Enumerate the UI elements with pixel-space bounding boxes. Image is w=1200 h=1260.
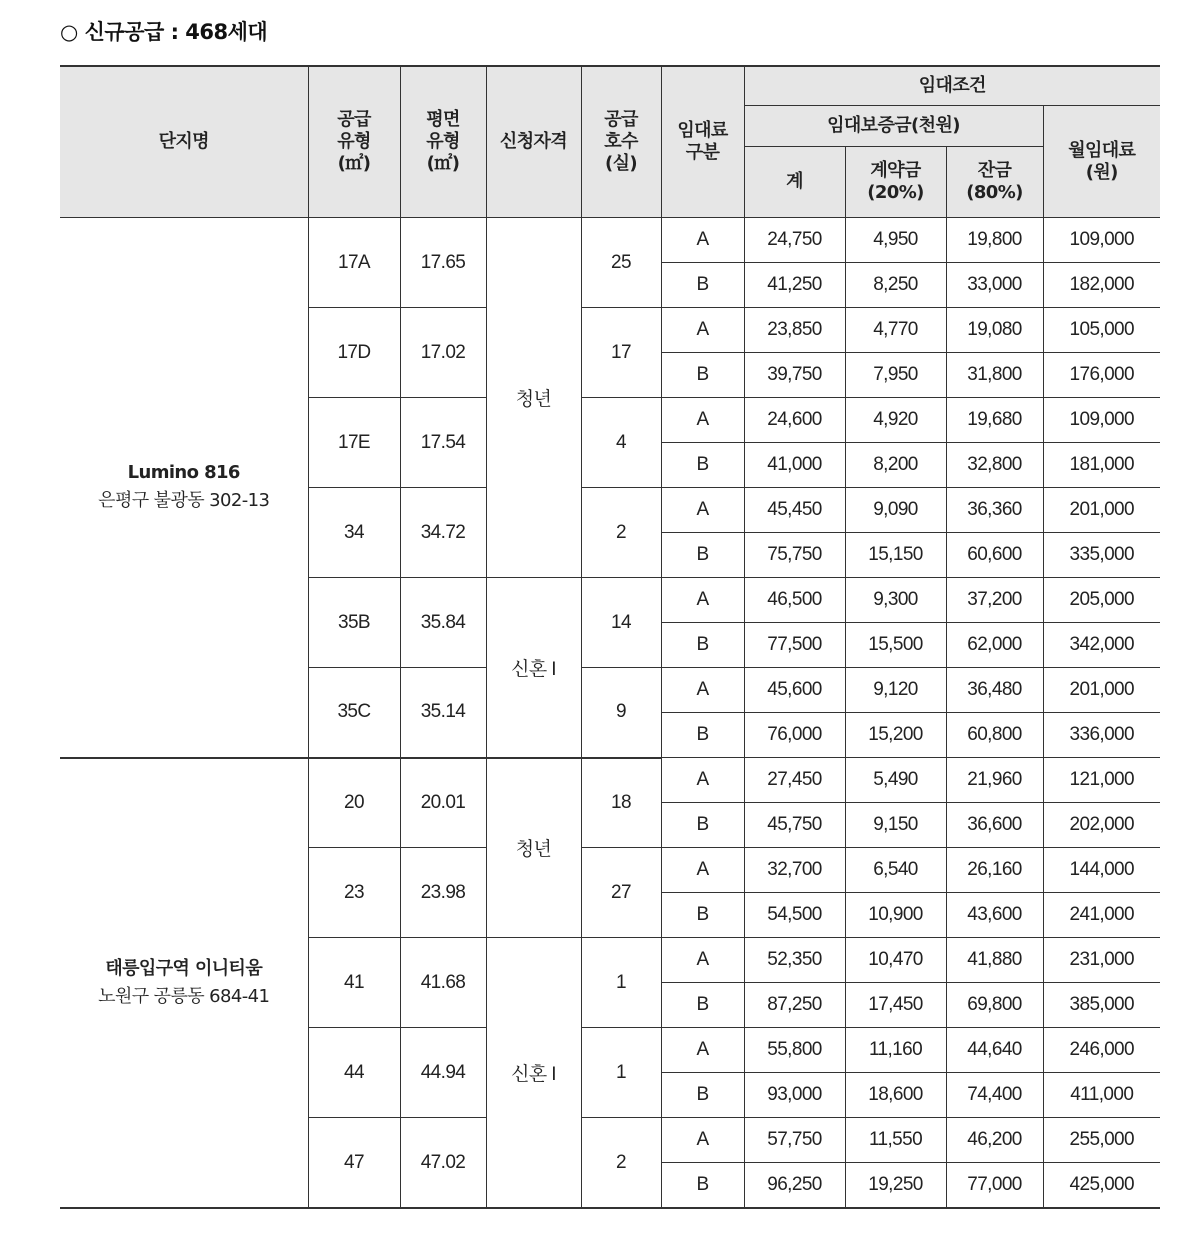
plan-type-cell: 34.72 xyxy=(400,488,486,578)
deposit-contract-cell: 18,600 xyxy=(845,1073,946,1118)
rent-class-cell: A xyxy=(661,218,744,263)
monthly-rent-cell: 182,000 xyxy=(1043,263,1160,308)
monthly-rent-cell: 105,000 xyxy=(1043,308,1160,353)
header-rent-conditions: 임대조건 xyxy=(744,66,1160,106)
deposit-contract-cell: 7,950 xyxy=(845,353,946,398)
supply-type-cell: 35B xyxy=(308,578,400,668)
deposit-balance-cell: 41,880 xyxy=(946,938,1043,983)
complex-address: 은평구 불광동 302-13 xyxy=(98,490,270,512)
supply-type-cell: 47 xyxy=(308,1118,400,1209)
monthly-rent-cell: 201,000 xyxy=(1043,668,1160,713)
deposit-contract-cell: 10,900 xyxy=(845,893,946,938)
deposit-balance-cell: 37,200 xyxy=(946,578,1043,623)
deposit-balance-cell: 36,360 xyxy=(946,488,1043,533)
deposit-contract-cell: 15,150 xyxy=(845,533,946,578)
units-cell: 18 xyxy=(581,758,661,848)
deposit-balance-cell: 26,160 xyxy=(946,848,1043,893)
eligibility-cell: 신혼 I xyxy=(486,938,581,1209)
supply-type-cell: 44 xyxy=(308,1028,400,1118)
deposit-contract-cell: 10,470 xyxy=(845,938,946,983)
monthly-rent-cell: 255,000 xyxy=(1043,1118,1160,1163)
eligibility-cell: 신혼 I xyxy=(486,578,581,758)
deposit-balance-cell: 77,000 xyxy=(946,1163,1043,1209)
deposit-contract-cell: 4,920 xyxy=(845,398,946,443)
deposit-balance-cell: 19,680 xyxy=(946,398,1043,443)
plan-type-cell: 23.98 xyxy=(400,848,486,938)
deposit-contract-cell: 4,950 xyxy=(845,218,946,263)
plan-type-cell: 17.54 xyxy=(400,398,486,488)
monthly-rent-cell: 205,000 xyxy=(1043,578,1160,623)
deposit-total-cell: 32,700 xyxy=(744,848,845,893)
supply-type-cell: 17D xyxy=(308,308,400,398)
deposit-contract-cell: 15,200 xyxy=(845,713,946,758)
rent-class-cell: B xyxy=(661,623,744,668)
deposit-contract-cell: 17,450 xyxy=(845,983,946,1028)
supply-type-cell: 17E xyxy=(308,398,400,488)
deposit-balance-cell: 62,000 xyxy=(946,623,1043,668)
monthly-rent-cell: 336,000 xyxy=(1043,713,1160,758)
header-units: 공급 호수 (실) xyxy=(581,66,661,218)
deposit-contract-cell: 8,200 xyxy=(845,443,946,488)
rent-class-cell: A xyxy=(661,578,744,623)
rent-class-cell: A xyxy=(661,758,744,803)
rent-class-cell: B xyxy=(661,893,744,938)
supply-table xyxy=(60,65,1160,1209)
units-cell: 14 xyxy=(581,578,661,668)
monthly-rent-cell: 202,000 xyxy=(1043,803,1160,848)
plan-type-cell: 47.02 xyxy=(400,1118,486,1209)
deposit-balance-cell: 46,200 xyxy=(946,1118,1043,1163)
monthly-rent-cell: 231,000 xyxy=(1043,938,1160,983)
deposit-total-cell: 41,250 xyxy=(744,263,845,308)
plan-type-cell: 20.01 xyxy=(400,758,486,848)
deposit-contract-cell: 6,540 xyxy=(845,848,946,893)
supply-type-cell: 41 xyxy=(308,938,400,1028)
deposit-contract-cell: 8,250 xyxy=(845,263,946,308)
supply-type-cell: 35C xyxy=(308,668,400,758)
deposit-total-cell: 54,500 xyxy=(744,893,845,938)
deposit-total-cell: 76,000 xyxy=(744,713,845,758)
rent-class-cell: B xyxy=(661,713,744,758)
supply-type-cell: 17A xyxy=(308,218,400,308)
units-cell: 25 xyxy=(581,218,661,308)
deposit-total-cell: 24,750 xyxy=(744,218,845,263)
units-cell: 1 xyxy=(581,1028,661,1118)
complex-name: 태릉입구역 이니티움 xyxy=(105,957,263,979)
units-cell: 17 xyxy=(581,308,661,398)
header-plan-type: 평면 유형 (㎡) xyxy=(400,66,486,218)
monthly-rent-cell: 425,000 xyxy=(1043,1163,1160,1209)
deposit-contract-cell: 5,490 xyxy=(845,758,946,803)
monthly-rent-cell: 241,000 xyxy=(1043,893,1160,938)
rent-class-cell: A xyxy=(661,668,744,713)
deposit-balance-cell: 43,600 xyxy=(946,893,1043,938)
monthly-rent-cell: 181,000 xyxy=(1043,443,1160,488)
eligibility-cell: 청년 xyxy=(486,218,581,578)
deposit-total-cell: 93,000 xyxy=(744,1073,845,1118)
table-header xyxy=(60,66,1160,218)
rent-class-cell: A xyxy=(661,308,744,353)
plan-type-cell: 44.94 xyxy=(400,1028,486,1118)
deposit-contract-cell: 11,160 xyxy=(845,1028,946,1073)
units-cell: 2 xyxy=(581,1118,661,1209)
units-cell: 27 xyxy=(581,848,661,938)
deposit-total-cell: 24,600 xyxy=(744,398,845,443)
deposit-balance-cell: 33,000 xyxy=(946,263,1043,308)
monthly-rent-cell: 109,000 xyxy=(1043,218,1160,263)
deposit-contract-cell: 9,300 xyxy=(845,578,946,623)
monthly-rent-cell: 121,000 xyxy=(1043,758,1160,803)
units-cell: 4 xyxy=(581,398,661,488)
rent-class-cell: B xyxy=(661,533,744,578)
rent-class-cell: A xyxy=(661,938,744,983)
deposit-total-cell: 41,000 xyxy=(744,443,845,488)
supply-type-cell: 23 xyxy=(308,848,400,938)
plan-type-cell: 35.84 xyxy=(400,578,486,668)
rent-class-cell: B xyxy=(661,983,744,1028)
deposit-total-cell: 55,800 xyxy=(744,1028,845,1073)
deposit-contract-cell: 9,090 xyxy=(845,488,946,533)
monthly-rent-cell: 411,000 xyxy=(1043,1073,1160,1118)
table-row xyxy=(60,758,1160,803)
monthly-rent-cell: 342,000 xyxy=(1043,623,1160,668)
rent-class-cell: A xyxy=(661,488,744,533)
complex-cell xyxy=(60,218,308,758)
deposit-balance-cell: 31,800 xyxy=(946,353,1043,398)
deposit-balance-cell: 19,080 xyxy=(946,308,1043,353)
header-rent-class: 임대료 구분 xyxy=(661,66,744,218)
deposit-balance-cell: 32,800 xyxy=(946,443,1043,488)
header-deposit-contract: 계약금 (20%) xyxy=(845,147,946,218)
deposit-total-cell: 45,750 xyxy=(744,803,845,848)
rent-class-cell: A xyxy=(661,1028,744,1073)
deposit-contract-cell: 15,500 xyxy=(845,623,946,668)
rent-class-cell: B xyxy=(661,353,744,398)
complex-cell xyxy=(60,758,308,1209)
units-cell: 9 xyxy=(581,668,661,758)
plan-type-cell: 35.14 xyxy=(400,668,486,758)
units-cell: 1 xyxy=(581,938,661,1028)
monthly-rent-cell: 109,000 xyxy=(1043,398,1160,443)
deposit-balance-cell: 60,600 xyxy=(946,533,1043,578)
monthly-rent-cell: 335,000 xyxy=(1043,533,1160,578)
deposit-contract-cell: 11,550 xyxy=(845,1118,946,1163)
deposit-balance-cell: 69,800 xyxy=(946,983,1043,1028)
header-deposit-group: 임대보증금(천원) xyxy=(744,106,1043,147)
rent-class-cell: B xyxy=(661,1073,744,1118)
rent-class-cell: A xyxy=(661,398,744,443)
rent-class-cell: B xyxy=(661,1163,744,1209)
supply-type-cell: 20 xyxy=(308,758,400,848)
plan-type-cell: 41.68 xyxy=(400,938,486,1028)
complex-name: Lumino 816 xyxy=(127,462,240,484)
deposit-balance-cell: 36,480 xyxy=(946,668,1043,713)
table-row xyxy=(60,218,1160,263)
deposit-total-cell: 87,250 xyxy=(744,983,845,1028)
deposit-total-cell: 39,750 xyxy=(744,353,845,398)
monthly-rent-cell: 385,000 xyxy=(1043,983,1160,1028)
deposit-balance-cell: 21,960 xyxy=(946,758,1043,803)
deposit-balance-cell: 19,800 xyxy=(946,218,1043,263)
table-body xyxy=(60,218,1160,1209)
deposit-total-cell: 27,450 xyxy=(744,758,845,803)
deposit-balance-cell: 74,400 xyxy=(946,1073,1043,1118)
header-complex: 단지명 xyxy=(60,66,308,218)
rent-class-cell: B xyxy=(661,443,744,488)
deposit-contract-cell: 19,250 xyxy=(845,1163,946,1209)
monthly-rent-cell: 176,000 xyxy=(1043,353,1160,398)
deposit-balance-cell: 44,640 xyxy=(946,1028,1043,1073)
deposit-contract-cell: 9,120 xyxy=(845,668,946,713)
plan-type-cell: 17.65 xyxy=(400,218,486,308)
monthly-rent-cell: 246,000 xyxy=(1043,1028,1160,1073)
eligibility-cell: 청년 xyxy=(486,758,581,938)
deposit-total-cell: 46,500 xyxy=(744,578,845,623)
deposit-total-cell: 57,750 xyxy=(744,1118,845,1163)
deposit-total-cell: 45,450 xyxy=(744,488,845,533)
header-deposit-balance: 잔금 (80%) xyxy=(946,147,1043,218)
header-monthly-rent: 월임대료 (원) xyxy=(1043,106,1160,218)
page-title: ○ 신규공급 : 468세대 xyxy=(60,20,268,44)
rent-class-cell: B xyxy=(661,263,744,308)
rent-class-cell: B xyxy=(661,803,744,848)
deposit-total-cell: 75,750 xyxy=(744,533,845,578)
monthly-rent-cell: 144,000 xyxy=(1043,848,1160,893)
supply-type-cell: 34 xyxy=(308,488,400,578)
deposit-contract-cell: 9,150 xyxy=(845,803,946,848)
complex-address: 노원구 공릉동 684-41 xyxy=(98,985,270,1007)
deposit-total-cell: 77,500 xyxy=(744,623,845,668)
deposit-balance-cell: 60,800 xyxy=(946,713,1043,758)
deposit-contract-cell: 4,770 xyxy=(845,308,946,353)
deposit-balance-cell: 36,600 xyxy=(946,803,1043,848)
deposit-total-cell: 45,600 xyxy=(744,668,845,713)
monthly-rent-cell: 201,000 xyxy=(1043,488,1160,533)
deposit-total-cell: 23,850 xyxy=(744,308,845,353)
header-eligibility: 신청자격 xyxy=(486,66,581,218)
plan-type-cell: 17.02 xyxy=(400,308,486,398)
deposit-total-cell: 96,250 xyxy=(744,1163,845,1209)
rent-class-cell: A xyxy=(661,848,744,893)
header-deposit-total: 계 xyxy=(744,147,845,218)
units-cell: 2 xyxy=(581,488,661,578)
header-supply-type: 공급 유형 (㎡) xyxy=(308,66,400,218)
deposit-total-cell: 52,350 xyxy=(744,938,845,983)
rent-class-cell: A xyxy=(661,1118,744,1163)
